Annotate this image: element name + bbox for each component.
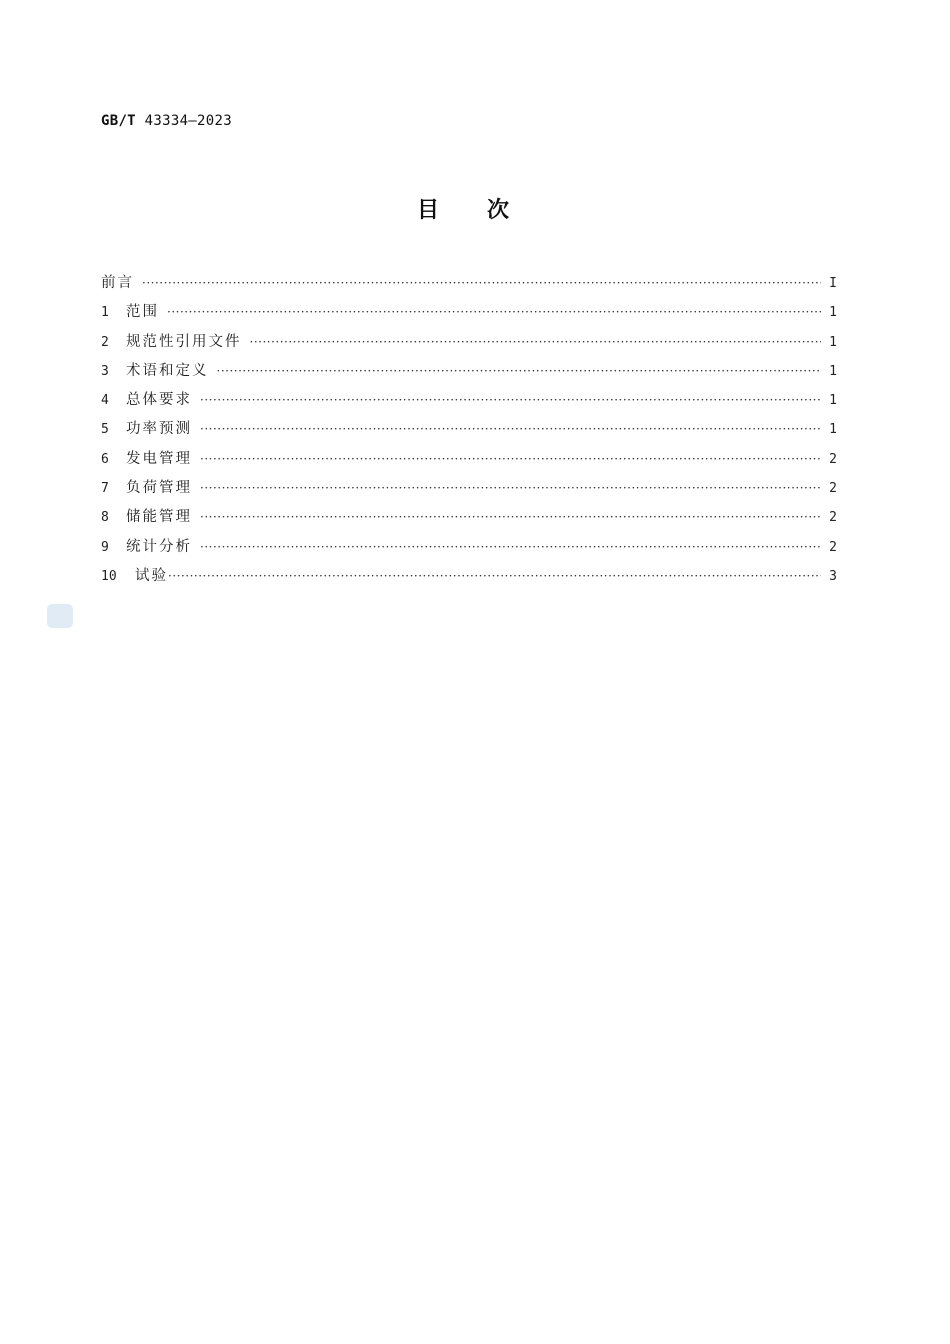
toc-entry-title: 前言	[101, 275, 134, 291]
toc-leader-dots	[200, 418, 821, 440]
toc-entry-title: 术语和定义	[126, 362, 209, 379]
toc-entry-number: 6	[101, 451, 109, 467]
toc-leader-dots	[200, 506, 821, 528]
toc-entry-number: 1	[101, 305, 109, 321]
toc-entry-foreword[interactable]	[101, 272, 837, 301]
toc-entry-title: 统计分析	[126, 538, 192, 555]
toc-entry-number: 4	[101, 393, 109, 409]
toc-entry-page: I	[829, 276, 837, 291]
toc-entry-number: 3	[101, 363, 109, 379]
toc-entry-page: 1	[829, 393, 837, 409]
toc-leader-dots	[200, 448, 821, 470]
toc-entry-page: 1	[829, 334, 837, 350]
toc-entry-7[interactable]	[101, 477, 837, 506]
toc-entry-title: 发电管理	[126, 450, 192, 467]
toc-entry-page: 3	[829, 568, 837, 584]
toc-entry-3[interactable]	[101, 360, 837, 389]
toc-leader-dots	[200, 389, 821, 411]
toc-entry-5[interactable]	[101, 418, 837, 447]
toc-entry-page: 1	[829, 422, 837, 438]
toc-entry-8[interactable]	[101, 506, 837, 535]
toc-entry-number: 9	[101, 539, 109, 555]
sac-watermark-logo	[47, 604, 73, 628]
toc-leader-dots	[168, 565, 821, 587]
toc-leader-dots	[167, 301, 821, 323]
toc-entry-1[interactable]	[101, 301, 837, 330]
toc-entry-title: 范围	[126, 304, 159, 321]
toc-entry-page: 2	[829, 510, 837, 526]
toc-entry-10[interactable]	[101, 565, 837, 594]
toc-entry-number: 8	[101, 510, 109, 526]
toc-entry-title: 功率预测	[126, 421, 192, 438]
toc-entry-page: 2	[829, 539, 837, 555]
toc-entry-4[interactable]	[101, 389, 837, 418]
toc-entry-number: 10	[101, 568, 117, 584]
toc-leader-dots	[142, 272, 821, 294]
toc-leader-dots	[217, 360, 822, 382]
standard-prefix: GB/T	[101, 113, 136, 129]
toc-leader-dots	[200, 477, 821, 499]
table-of-contents	[101, 272, 837, 594]
toc-entry-page: 2	[829, 451, 837, 467]
toc-entry-number: 2	[101, 334, 109, 350]
toc-entry-6[interactable]	[101, 448, 837, 477]
toc-entry-title: 储能管理	[126, 509, 192, 526]
toc-leader-dots	[250, 331, 822, 353]
toc-entry-title: 负荷管理	[126, 480, 192, 497]
standard-code: 43334—2023	[144, 113, 232, 129]
toc-entry-number: 5	[101, 422, 109, 438]
toc-entry-page: 1	[829, 305, 837, 321]
standard-number	[101, 113, 232, 129]
toc-leader-dots	[200, 536, 821, 558]
toc-entry-page: 1	[829, 363, 837, 379]
toc-entry-2[interactable]	[101, 331, 837, 360]
toc-entry-title: 试验	[135, 567, 168, 584]
toc-entry-page: 2	[829, 481, 837, 497]
toc-entry-9[interactable]	[101, 536, 837, 565]
toc-entry-number: 7	[101, 481, 109, 497]
toc-entry-title: 总体要求	[126, 392, 192, 409]
page-title: 目次	[416, 198, 557, 223]
toc-entry-title: 规范性引用文件	[126, 333, 242, 350]
